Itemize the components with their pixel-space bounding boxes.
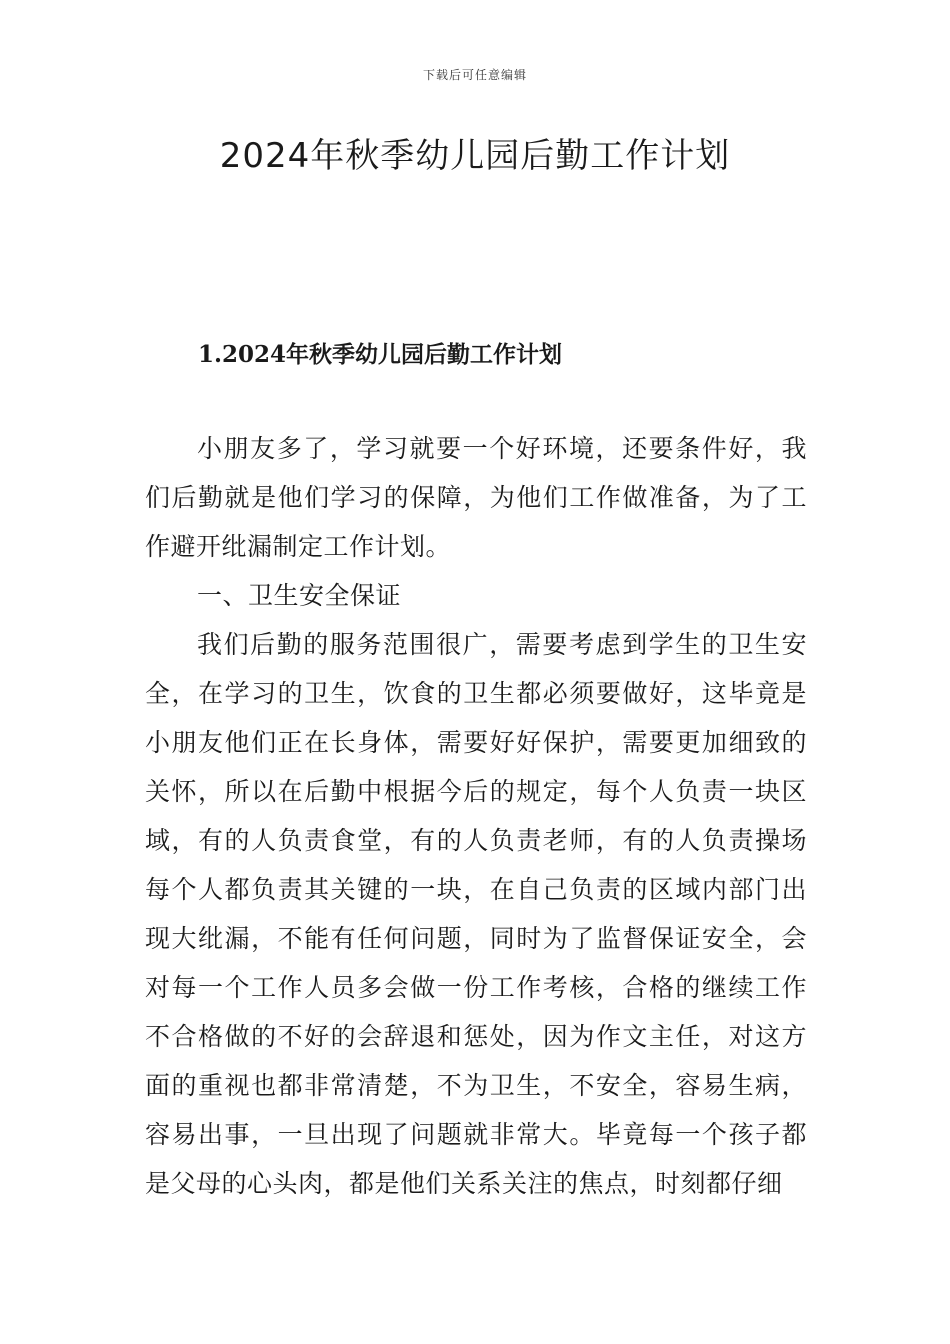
intro-paragraph: 小朋友多了，学习就要一个好环境，还要条件好，我们后勤就是他们学习的保障，为他们工作做准备，为了工作避开纰漏制定工作计划。	[145, 434, 807, 561]
document-body	[145, 424, 807, 1208]
subsection-heading: 一、卫生安全保证	[197, 581, 402, 610]
body-paragraph: 我们后勤的服务范围很广，需要考虑到学生的卫生安全，在学习的卫生，饮食的卫生都必须要做好，这毕竟是小朋友他们正在长身体，需要好好保护，需要更加细致的关怀，所以在后勤中根据今后的规定，每个人负责一块区域，有的人负责食堂，有的人负责老师，有的人负责操场每个人都负责其关键的一块，在自己负责的区域内部门出现大纰漏，不能有任何问题，同时为了监督保证安全，会对每一个工作人员多会做一份工作考核，合格的继续工作不合格做的不好的会辞退和惩处，因为作文主任，对这方面的重视也都非常清楚，不为卫生，不安全，容易生病，容易出事，一旦出现了问题就非常大。毕竟每一个孩子都是父母的心头肉，都是他们关系关注的焦点，时刻都仔细	[145, 630, 807, 1198]
document-title: 2024年秋季幼儿园后勤工作计划	[219, 136, 731, 176]
header-note: 下载后可任意编辑	[422, 68, 527, 82]
section-heading: 1.2024年秋季幼儿园后勤工作计划	[198, 341, 563, 368]
